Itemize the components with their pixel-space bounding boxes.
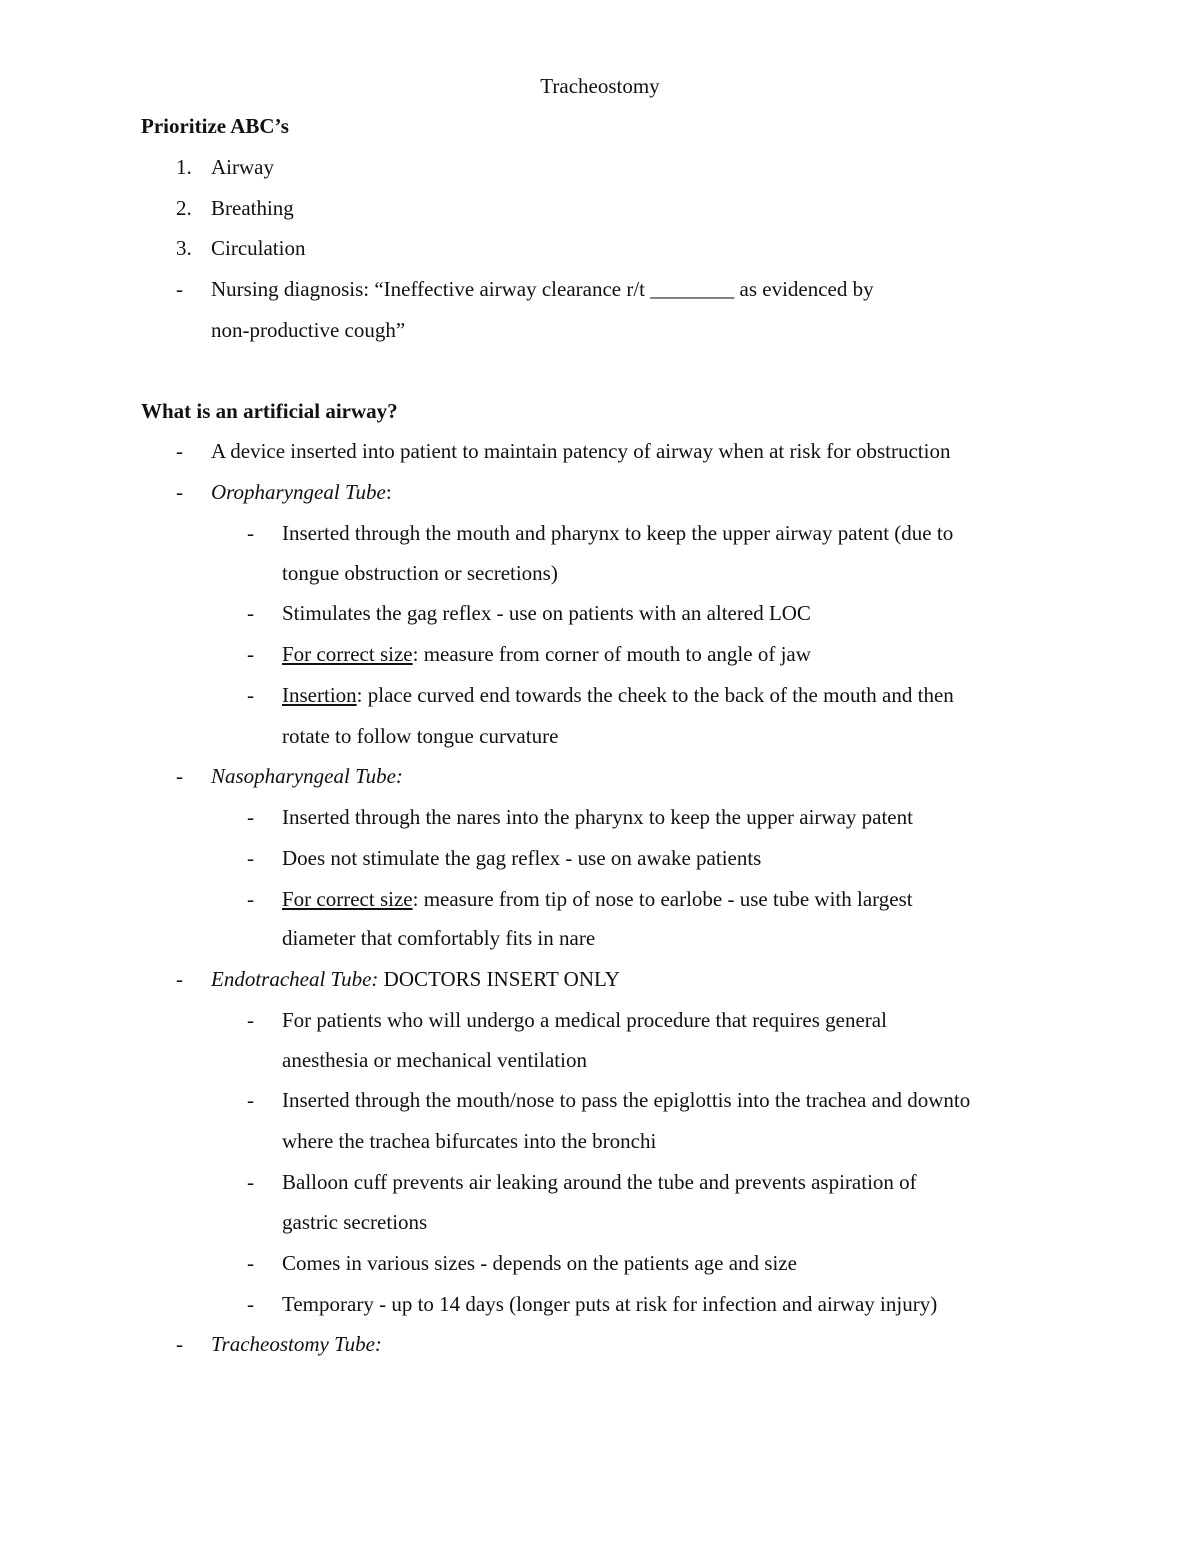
endo-bullet-2-line1: Inserted through the mouth/nose to pass the epiglottis into the trachea and downto — [282, 1088, 971, 1112]
endo-bullet-5: Temporary - up to 14 days (longer puts at risk for infection and airway injury) — [282, 1292, 938, 1316]
endo-bullet-3-line2: gastric secretions — [282, 1210, 428, 1234]
oro-bullet-2: Stimulates the gag reflex - use on patients with an altered LOC — [282, 601, 811, 625]
endotracheal-note: DOCTORS INSERT ONLY — [378, 967, 620, 991]
naso-bullet-1: Inserted through the nares into the pharynx to keep the upper airway patent — [282, 805, 913, 829]
dash-bullet: - — [176, 480, 183, 504]
dash-bullet: - — [247, 846, 254, 870]
dash-bullet: - — [176, 439, 183, 463]
list-number: 2. — [176, 196, 192, 220]
naso-correct-size-text: : measure from tip of nose to earlobe - use tube with largest — [412, 887, 913, 911]
list-item-airway: Airway — [211, 155, 274, 179]
dash-bullet: - — [247, 1251, 254, 1275]
naso-bullet-2: Does not stimulate the gag reflex - use on awake patients — [282, 846, 762, 870]
oropharyngeal-colon: : — [385, 480, 392, 504]
endotracheal-label: Endotracheal Tube: — [211, 967, 379, 991]
oro-correct-size-text: : measure from corner of mouth to angle of jaw — [412, 642, 811, 666]
endo-bullet-3-line1: Balloon cuff prevents air leaking around the tube and prevents aspiration of — [282, 1170, 917, 1194]
dash-bullet: - — [247, 1008, 254, 1032]
dash-bullet: - — [247, 601, 254, 625]
oro-bullet-1-line2: tongue obstruction or secretions) — [282, 561, 558, 585]
endo-bullet-4: Comes in various sizes - depends on the patients age and size — [282, 1251, 797, 1275]
endo-bullet-2-line2: where the trachea bifurcates into the bronchi — [282, 1129, 657, 1153]
dash-bullet: - — [247, 1292, 254, 1316]
oropharyngeal-label: Oropharyngeal Tube — [211, 480, 386, 504]
dash-bullet: - — [247, 805, 254, 829]
dash-bullet: - — [247, 887, 254, 911]
oro-correct-size-label: For correct size — [282, 642, 413, 666]
dash-bullet: - — [247, 642, 254, 666]
oropharyngeal-heading — [211, 480, 392, 504]
oro-bullet-3 — [282, 642, 811, 666]
dash-bullet: - — [176, 277, 183, 301]
dash-bullet: - — [176, 1332, 183, 1356]
list-item-circulation: Circulation — [211, 236, 306, 260]
dash-bullet: - — [247, 683, 254, 707]
nursing-diagnosis-line1: Nursing diagnosis: “Ineffective airway clearance r/t ________ as evidenced by — [211, 277, 874, 301]
oro-bullet-1-line1: Inserted through the mouth and pharynx to keep the upper airway patent (due to — [282, 521, 954, 545]
list-number: 3. — [176, 236, 192, 260]
endo-bullet-1-line2: anesthesia or mechanical ventilation — [282, 1048, 587, 1072]
naso-correct-size-label: For correct size — [282, 887, 413, 911]
oro-bullet-4-line1 — [282, 683, 954, 707]
section-heading-abc: Prioritize ABC’s — [141, 114, 289, 138]
dash-bullet: - — [247, 1170, 254, 1194]
endo-bullet-1-line1: For patients who will undergo a medical procedure that requires general — [282, 1008, 887, 1032]
document-title: Tracheostomy — [540, 74, 660, 98]
artificial-airway-definition: A device inserted into patient to maintain patency of airway when at risk for obstruction — [211, 439, 951, 463]
nursing-diagnosis-line2: non-productive cough” — [211, 318, 406, 342]
list-number: 1. — [176, 155, 192, 179]
tracheostomy-tube-label: Tracheostomy Tube: — [211, 1332, 382, 1356]
oro-insertion-label: Insertion — [282, 683, 357, 707]
list-item-breathing: Breathing — [211, 196, 294, 220]
endotracheal-heading — [211, 967, 620, 991]
dash-bullet: - — [247, 1088, 254, 1112]
naso-bullet-3-line1 — [282, 887, 913, 911]
dash-bullet: - — [176, 967, 183, 991]
dash-bullet: - — [247, 521, 254, 545]
naso-bullet-3-line2: diameter that comfortably fits in nare — [282, 926, 596, 950]
oro-bullet-4-line2: rotate to follow tongue curvature — [282, 724, 559, 748]
nasopharyngeal-label: Nasopharyngeal Tube: — [211, 764, 403, 788]
section-heading-artificial-airway: What is an artificial airway? — [141, 399, 398, 423]
dash-bullet: - — [176, 764, 183, 788]
oro-insertion-text: : place curved end towards the cheek to the back of the mouth and then — [356, 683, 954, 707]
